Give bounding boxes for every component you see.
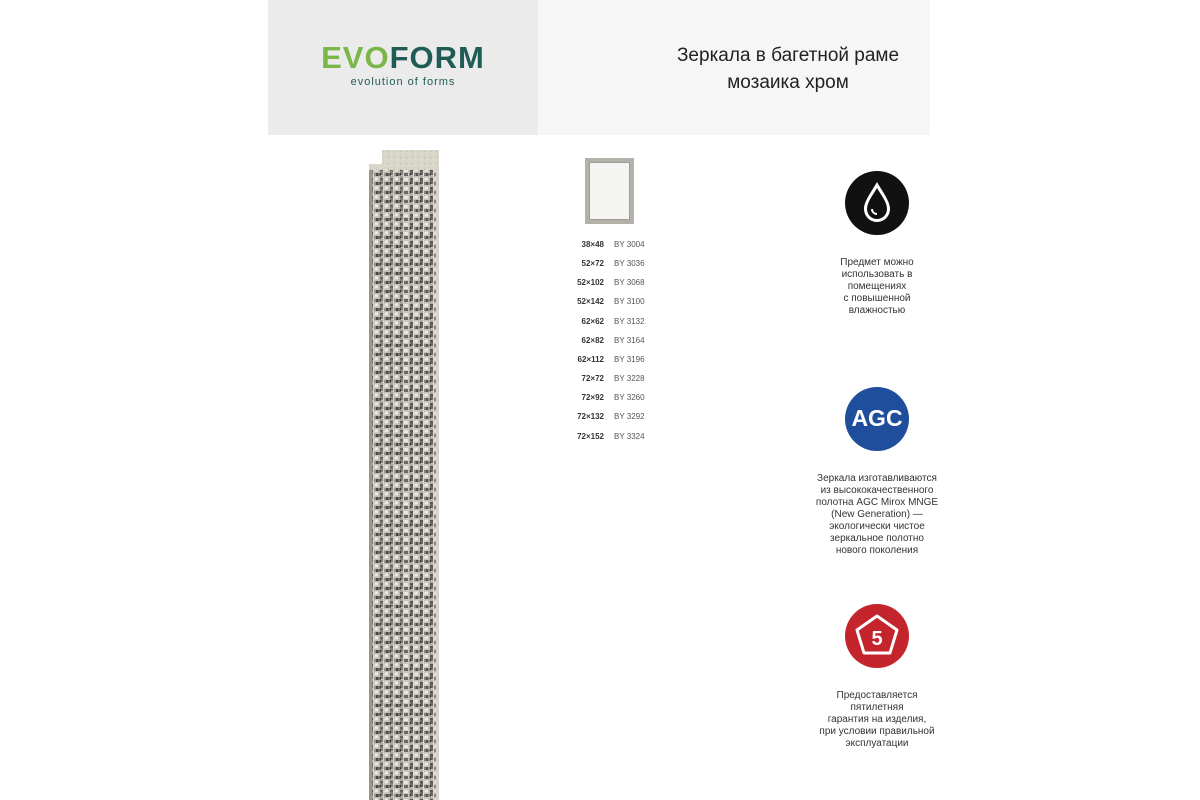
size-dimensions: 62×112 xyxy=(577,355,604,364)
brand-header xyxy=(268,0,538,135)
feature-text-line: полотна AGC Mirox MNGE xyxy=(815,497,939,508)
feature-humidity xyxy=(800,171,954,316)
feature-text-line: Зеркала изготавливаются xyxy=(817,473,937,484)
title-line-2: мозаика хром xyxy=(727,72,849,93)
size-row xyxy=(560,317,660,329)
size-row xyxy=(560,278,660,290)
title-line-1: Зеркала в багетной раме xyxy=(676,45,900,66)
feature-text-line: использовать в xyxy=(841,269,913,280)
size-dimensions: 62×62 xyxy=(581,317,604,326)
feature-agc xyxy=(800,387,954,556)
size-code: BY 3292 xyxy=(614,412,645,421)
size-code: BY 3164 xyxy=(614,336,645,345)
size-row xyxy=(560,259,660,271)
size-code: BY 3068 xyxy=(614,278,645,287)
feature-text-line: эксплуатации xyxy=(845,738,909,749)
feature-text xyxy=(800,257,954,317)
warranty-badge-text: 5 xyxy=(871,628,883,650)
size-row xyxy=(560,432,660,444)
size-dimensions: 62×82 xyxy=(581,336,604,345)
size-row xyxy=(560,240,660,252)
size-dimensions: 72×152 xyxy=(577,432,604,441)
size-code: BY 3036 xyxy=(614,259,645,268)
feature-text-line: гарантия на изделия, xyxy=(827,714,927,725)
size-code: BY 3228 xyxy=(614,374,645,383)
agc-badge-text: AGC xyxy=(851,405,903,431)
size-dimensions: 72×132 xyxy=(577,412,604,421)
size-dimensions: 38×48 xyxy=(581,240,604,249)
size-dimensions: 72×92 xyxy=(581,393,604,402)
size-dimensions: 72×72 xyxy=(581,374,604,383)
feature-text-line: помещениях xyxy=(847,281,907,292)
water-drop-icon xyxy=(845,171,909,235)
feature-text xyxy=(800,690,954,750)
size-dimensions: 52×102 xyxy=(577,278,604,287)
size-row xyxy=(560,393,660,405)
page-title xyxy=(658,42,918,96)
size-row xyxy=(560,336,660,348)
five-year-warranty-icon xyxy=(845,604,909,668)
size-code: BY 3324 xyxy=(614,432,645,441)
brand-logo xyxy=(268,40,538,76)
feature-text-line: при условии правильной xyxy=(819,726,935,737)
size-dimensions: 52×142 xyxy=(577,297,604,306)
agc-logo-icon xyxy=(845,387,909,451)
feature-text-line: из высококачественного xyxy=(820,485,934,496)
feature-text-line: (New Generation) — xyxy=(831,509,923,520)
frame-profile-image xyxy=(369,150,439,800)
feature-text-line: влажностью xyxy=(848,305,906,316)
feature-text-line: Предмет можно xyxy=(840,257,914,268)
feature-warranty xyxy=(800,604,954,749)
size-row xyxy=(560,297,660,309)
size-code: BY 3196 xyxy=(614,355,645,364)
brand-name-part2: FORM xyxy=(389,40,485,75)
size-code: BY 3100 xyxy=(614,297,645,306)
feature-text-line: Предоставляется xyxy=(836,690,918,701)
size-row xyxy=(560,412,660,424)
feature-text-line: зеркальное полотно xyxy=(830,533,924,544)
brand-tagline: evolution of forms xyxy=(350,76,456,88)
size-dimensions: 52×72 xyxy=(581,259,604,268)
size-code: BY 3260 xyxy=(614,393,645,402)
feature-text-line: нового поколения xyxy=(835,545,919,556)
size-code: BY 3132 xyxy=(614,317,645,326)
size-code: BY 3004 xyxy=(614,240,645,249)
brand-name-part1: EVO xyxy=(321,40,390,75)
feature-text-line: экологически чистое xyxy=(829,521,925,532)
size-row xyxy=(560,374,660,386)
title-header xyxy=(538,0,930,135)
feature-text xyxy=(800,473,954,557)
feature-text-line: с повышенной xyxy=(843,293,911,304)
size-row xyxy=(560,355,660,367)
feature-text-line: пятилетняя xyxy=(850,702,904,713)
mirror-thumbnail xyxy=(585,158,634,224)
